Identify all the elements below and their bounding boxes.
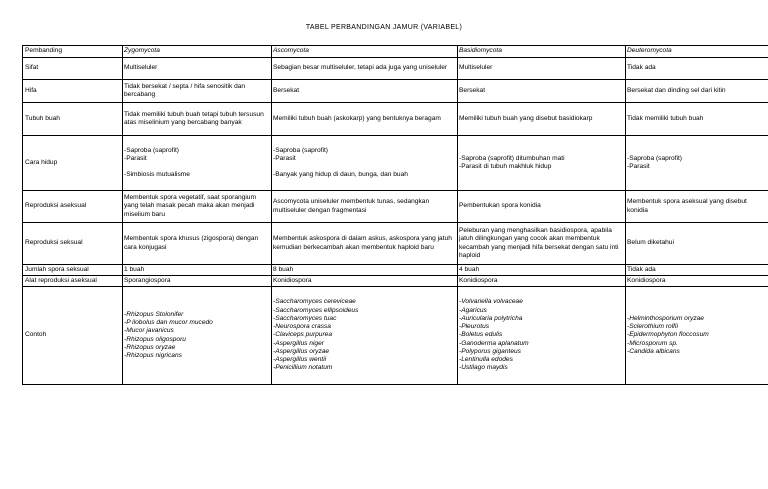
cell-ascomycota: Membentuk askospora di dalam askus, askospora yang jatuh kemudian berkecambah akan membentuk haploid baru: [272, 223, 458, 265]
page-title: TABEL PERBANDINGAN JAMUR (VARIABEL): [305, 24, 463, 31]
header-ascomycota: Ascomycota: [272, 46, 458, 58]
list-item: -Rhizopus Stolonifer: [124, 310, 184, 318]
list-item: -Polyporus giganteus: [459, 347, 521, 355]
list-item: -Sclerothium rolfii: [627, 323, 678, 331]
list-item: -Parasit di tubuh makhluk hidup: [459, 163, 552, 170]
list-item: -Saccharomyces tuac: [273, 314, 337, 322]
cell-deuteromycota: Tidak ada: [626, 58, 768, 80]
row-label: Hifa: [23, 80, 123, 103]
list-item: -Rhizopus nigricans: [124, 351, 182, 359]
list-item: -Candida albicans: [627, 347, 680, 355]
list-item: -Agaricus: [459, 306, 487, 314]
row-jumlah-spora-seksual: [23, 265, 768, 276]
list-item: -Simbiosis mutualisme: [124, 171, 190, 179]
cell-basidiomycota: Pembentukan spora konidia: [458, 191, 626, 223]
row-tubuh-buah: [23, 103, 768, 136]
cell-deuteromycota: [626, 287, 768, 385]
cell-deuteromycota: Konidiospora: [626, 276, 768, 287]
cell-zygomycota: Membentuk spora vegetatif, saat sporangium yang telah masak pecah maka akan menjadi miselium baru: [123, 191, 272, 223]
row-reproduksi-seksual: [23, 223, 768, 265]
cell-basidiomycota: Konidiospora: [458, 276, 626, 287]
row-label: Jumlah spora seksual: [23, 265, 123, 276]
list-item: -Rhizopus oligosporu: [124, 335, 186, 343]
list-item: -Saproba (saprofit): [273, 146, 328, 154]
cell-deuteromycota: Bersekat dan dinding sel dari kitin: [626, 80, 768, 103]
header-zygomycota: Zygomycota: [123, 46, 272, 58]
cell-ascomycota: 8 buah: [272, 265, 458, 276]
row-label: Tubuh buah: [23, 103, 123, 136]
list-item: -Parasit: [124, 154, 147, 162]
list-item: -Boletus edulis: [459, 331, 503, 339]
cell-zygomycota: 1 buah: [123, 265, 272, 276]
cell-basidiomycota: [458, 287, 626, 385]
list-item: -Aspergillus wentii: [273, 356, 327, 364]
list-item: -Helminthosporium oryzae: [627, 314, 704, 322]
list-item: -Microsporum sp.: [627, 339, 678, 347]
cell-ascomycota: [272, 136, 458, 191]
cell-ascomycota: [272, 287, 458, 385]
list-item: -Saproba (saprofit) ditumbuhan mati: [459, 154, 565, 162]
list-item: -Rhizopus oryzae: [124, 343, 176, 351]
list-item: -Volvariella volvaceae: [459, 298, 523, 306]
cell-ascomycota: Sebagian besar multiseluler, tetapi ada juga yang uniseluler: [272, 58, 458, 80]
row-reproduksi-aseksual: [23, 191, 768, 223]
cell-zygomycota: Membentuk spora khusus (zigospora) dengan cara konjugasi: [123, 223, 272, 265]
list-item: -Saproba (saprofit): [124, 146, 179, 154]
cell-basidiomycota: 4 buah: [458, 265, 626, 276]
list-item: -Pleurotus: [459, 323, 490, 331]
row-label: Cara hidup: [23, 136, 123, 191]
row-hifa: [23, 80, 768, 103]
cell-basidiomycota: Bersekat: [458, 80, 626, 103]
cell-zygomycota: Tidak memiliki tubuh buah tetapi tubuh tersusun atas miselinium yang bercabang banyak: [123, 103, 272, 136]
comparison-table: [22, 45, 768, 385]
row-label: Reproduksi seksual: [23, 223, 123, 265]
cell-deuteromycota: Tidak memiliki tubuh buah: [626, 103, 768, 136]
row-contoh: [23, 287, 768, 385]
list-item: -Ustilago maydis: [459, 364, 508, 372]
cell-deuteromycota: Membentuk spora aseksual yang disebut konidia: [626, 191, 768, 223]
list-item: -Epidermophyton floccosum: [627, 331, 709, 339]
cell-deuteromycota: [626, 136, 768, 191]
list-item: -Auricularia polytricha: [459, 314, 523, 322]
row-label: Contoh: [23, 287, 123, 385]
list-item: -Claviceps purpurea: [273, 331, 333, 339]
list-item: -Penicillium notatum: [273, 364, 333, 372]
cell-zygomycota: Tidak bersekat / septa / hifa senositik dan bercabang: [123, 80, 272, 103]
list-item: -Parasit: [627, 163, 650, 170]
list-item: -Saproba (saprofit): [627, 154, 682, 162]
cell-ascomycota: Bersekat: [272, 80, 458, 103]
list-item: -Lentinulla edodes: [459, 356, 513, 364]
list-item: -Saccharomyces cereviceae: [273, 298, 356, 306]
row-alat-reproduksi-aseksual: [23, 276, 768, 287]
cell-zygomycota: [123, 136, 272, 191]
cell-basidiomycota: [458, 136, 626, 191]
list-item: -Ganoderma aplanatum: [459, 339, 529, 347]
cell-basidiomycota: Multiseluler: [458, 58, 626, 80]
cell-zygomycota: [123, 287, 272, 385]
list-item: -Mucor javanicus: [124, 327, 174, 335]
cell-ascomycota: Memiliki tubuh buah (askokarp) yang bentuknya beragam: [272, 103, 458, 136]
list-item: -Parasit: [273, 154, 296, 162]
cell-basidiomycota: Peleburan yang menghasilkan basidiospora, apabila jatuh dilingkungan yang cocok akan membentuk kecambah yang menjadi hifa bersekat dengan satu inti haploid: [458, 223, 626, 265]
cell-deuteromycota: Tidak ada: [626, 265, 768, 276]
cell-deuteromycota: Belum diketahui: [626, 223, 768, 265]
cell-zygomycota: Sporangiospora: [123, 276, 272, 287]
cell-ascomycota: Ascomycota uniseluler membentuk tunas, sedangkan multiseluler dengan fragmentasi: [272, 191, 458, 223]
row-cara-hidup: [23, 136, 768, 191]
cell-zygomycota: Multiseluler: [123, 58, 272, 80]
list-item: -Neurospora crassa: [273, 323, 331, 331]
row-label: Reproduksi aseksual: [23, 191, 123, 223]
header-basidiomycota: Basidiomycota: [458, 46, 626, 58]
list-item: -Banyak yang hidup di daun, bunga, dan buah: [273, 171, 408, 179]
list-item: -Saccharomyces ellipsoideus: [273, 306, 359, 314]
list-item: -Aspergillus niger: [273, 339, 324, 347]
cell-ascomycota: Konidiospora: [272, 276, 458, 287]
cell-basidiomycota: Memiliki tubuh buah yang disebut basidiokarp: [458, 103, 626, 136]
list-item: -Aspergillus oryzae: [273, 347, 330, 355]
row-label: Alat reproduksi aseksual: [23, 276, 123, 287]
row-label: Sifat: [23, 58, 123, 80]
header-row: [23, 46, 768, 58]
row-sifat: [23, 58, 768, 80]
header-deuteromycota: Deuteromycota: [626, 46, 768, 58]
header-pembanding: Pembanding: [23, 46, 123, 58]
list-item: -P ilobolus dan mucor mucedo: [124, 319, 213, 327]
